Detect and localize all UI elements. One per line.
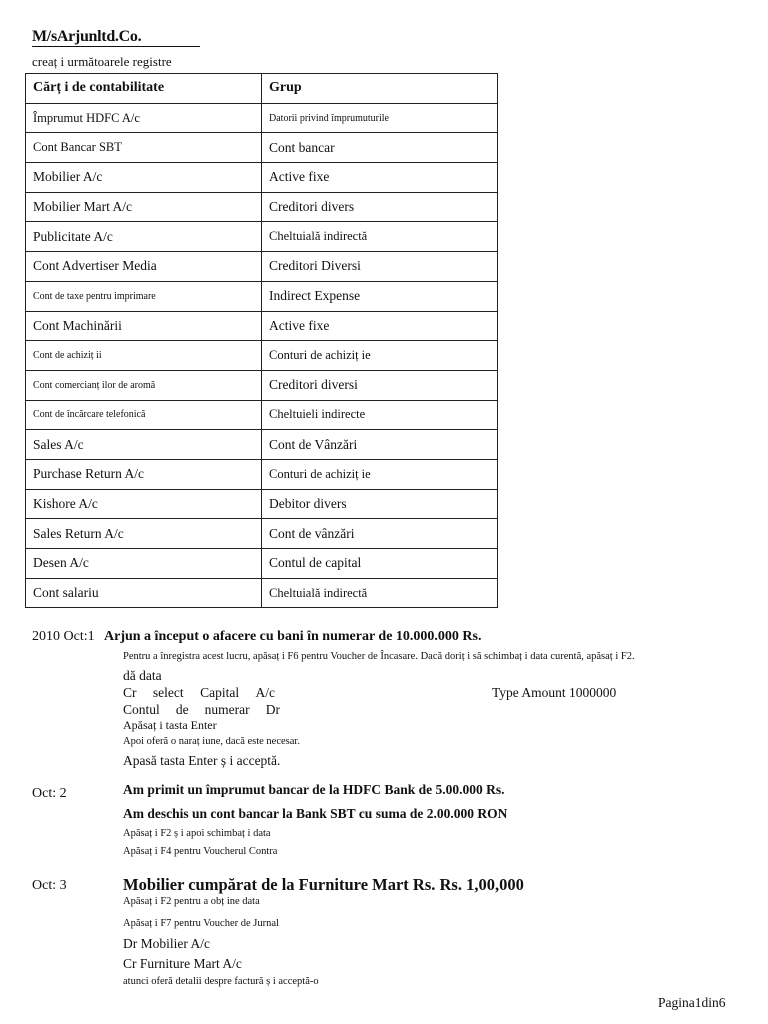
entry-title-oct3: Mobilier cumpărat de la Furniture Mart Rs. Rs. 1,00,000	[123, 875, 524, 894]
entry-instruction: atunci oferă detalii despre factură ș i acceptă-o	[123, 976, 319, 987]
table-row	[26, 281, 498, 311]
group-cell: Cheltuială indirectă	[262, 222, 498, 252]
table-row	[26, 400, 498, 430]
entry-instruction: Apasă tasta Enter ș i acceptă.	[123, 753, 281, 768]
entry-instruction: Apoi oferă o naraț iune, dacă este necesar.	[123, 736, 300, 747]
entry-instruction: Apăsaț i F2 pentru a obț ine data	[123, 896, 260, 907]
column-header-books: Cărț i de contabilitate	[26, 74, 262, 104]
ledger-table	[25, 73, 498, 608]
ledger-name-cell: Desen A/c	[26, 549, 262, 579]
ledger-name-cell: Cont de încărcare telefonică	[26, 400, 262, 430]
ledger-name-cell: Purchase Return A/c	[26, 459, 262, 489]
group-cell: Indirect Expense	[262, 281, 498, 311]
ledger-name-cell: Cont Advertiser Media	[26, 252, 262, 282]
credit-line: Cr Furniture Mart A/c	[123, 956, 242, 971]
group-cell: Cont de Vânzări	[262, 430, 498, 460]
group-cell: Cheltuială indirectă	[262, 578, 498, 608]
ledger-name-cell: Cont de taxe pentru imprimare	[26, 281, 262, 311]
table-row	[26, 549, 498, 579]
table-row	[26, 370, 498, 400]
table-row	[26, 133, 498, 163]
table-row	[26, 103, 498, 133]
entry-instruction: dă data	[123, 668, 162, 683]
ledger-name-cell: Cont Bancar SBT	[26, 133, 262, 163]
group-cell: Datorii privind împrumuturile	[262, 103, 498, 133]
group-cell: Cheltuieli indirecte	[262, 400, 498, 430]
table-row	[26, 489, 498, 519]
credit-word: select	[152, 685, 184, 700]
group-cell: Debitor divers	[262, 489, 498, 519]
group-cell: Creditori diversi	[262, 370, 498, 400]
ledger-name-cell: Cont salariu	[26, 578, 262, 608]
column-header-group: Grup	[262, 74, 498, 104]
ledger-name-cell: Mobilier A/c	[26, 163, 262, 193]
group-cell: Creditori Diversi	[262, 252, 498, 282]
group-cell: Conturi de achiziț ie	[262, 341, 498, 371]
table-header-row	[26, 74, 498, 104]
group-cell: Cont bancar	[262, 133, 498, 163]
page-number: Pagina1din6	[658, 995, 726, 1010]
ledger-name-cell: Publicitate A/c	[26, 222, 262, 252]
company-name: M/sArjunltd.Co.	[32, 28, 142, 45]
debit-word: numerar	[204, 702, 250, 717]
ledger-name-cell: Împrumut HDFC A/c	[26, 103, 262, 133]
table-row	[26, 341, 498, 371]
ledger-name-cell: Cont de achiziț ii	[26, 341, 262, 371]
table-row	[26, 192, 498, 222]
entry-date-oct1: 2010 Oct:1	[32, 629, 95, 644]
credit-line	[123, 685, 275, 701]
debit-word: Dr	[265, 702, 280, 717]
group-cell: Contul de capital	[262, 549, 498, 579]
group-cell: Conturi de achiziț ie	[262, 459, 498, 489]
ledger-name-cell: Mobilier Mart A/c	[26, 192, 262, 222]
debit-word: Contul	[123, 702, 160, 717]
debit-line	[123, 702, 280, 718]
debit-word: de	[175, 702, 189, 717]
credit-word: Cr	[123, 685, 137, 700]
ledger-name-cell: Cont comercianț ilor de aromă	[26, 370, 262, 400]
table-row	[26, 459, 498, 489]
entry-instruction: Pentru a înregistra acest lucru, apăsaț i F6 pentru Voucher de Încasare. Dacă doriț i să schimbaț i data curentă, apăsaț i F2.	[123, 651, 635, 662]
table-row	[26, 163, 498, 193]
entry-date-oct2: Oct: 2	[32, 786, 67, 801]
group-cell: Active fixe	[262, 163, 498, 193]
entry-instruction: Apăsaț i F7 pentru Voucher de Jurnal	[123, 918, 279, 929]
subtitle: creaț i următoarele registre	[32, 54, 172, 69]
entry-title-oct1: Arjun a început o afacere cu bani în numerar de 10.000.000 Rs.	[104, 629, 482, 644]
table-row	[26, 430, 498, 460]
entry-title-oct2-b: Am deschis un cont bancar la Bank SBT cu suma de 2.00.000 RON	[123, 806, 508, 821]
company-underline	[32, 46, 200, 47]
table-row	[26, 252, 498, 282]
credit-word: Capital	[200, 685, 240, 700]
ledger-name-cell: Cont Machinării	[26, 311, 262, 341]
entry-title-oct2: Am primit un împrumut bancar de la HDFC Bank de 5.00.000 Rs.	[123, 782, 505, 797]
group-cell: Cont de vânzări	[262, 519, 498, 549]
group-cell: Active fixe	[262, 311, 498, 341]
table-row	[26, 222, 498, 252]
debit-line: Dr Mobilier A/c	[123, 936, 210, 951]
entry-instruction: Apăsaț i tasta Enter	[123, 718, 217, 732]
ledger-name-cell: Sales Return A/c	[26, 519, 262, 549]
group-cell: Creditori divers	[262, 192, 498, 222]
entry-instruction: Apăsaț i F2 ș i apoi schimbaț i data	[123, 828, 271, 839]
type-amount-note: Type Amount 1000000	[492, 685, 617, 700]
table-row	[26, 311, 498, 341]
table-row	[26, 519, 498, 549]
table-row	[26, 578, 498, 608]
credit-word: A/c	[255, 685, 275, 700]
entry-instruction: Apăsaț i F4 pentru Voucherul Contra	[123, 846, 278, 857]
ledger-name-cell: Kishore A/c	[26, 489, 262, 519]
entry-date-oct3: Oct: 3	[32, 878, 67, 893]
ledger-name-cell: Sales A/c	[26, 430, 262, 460]
